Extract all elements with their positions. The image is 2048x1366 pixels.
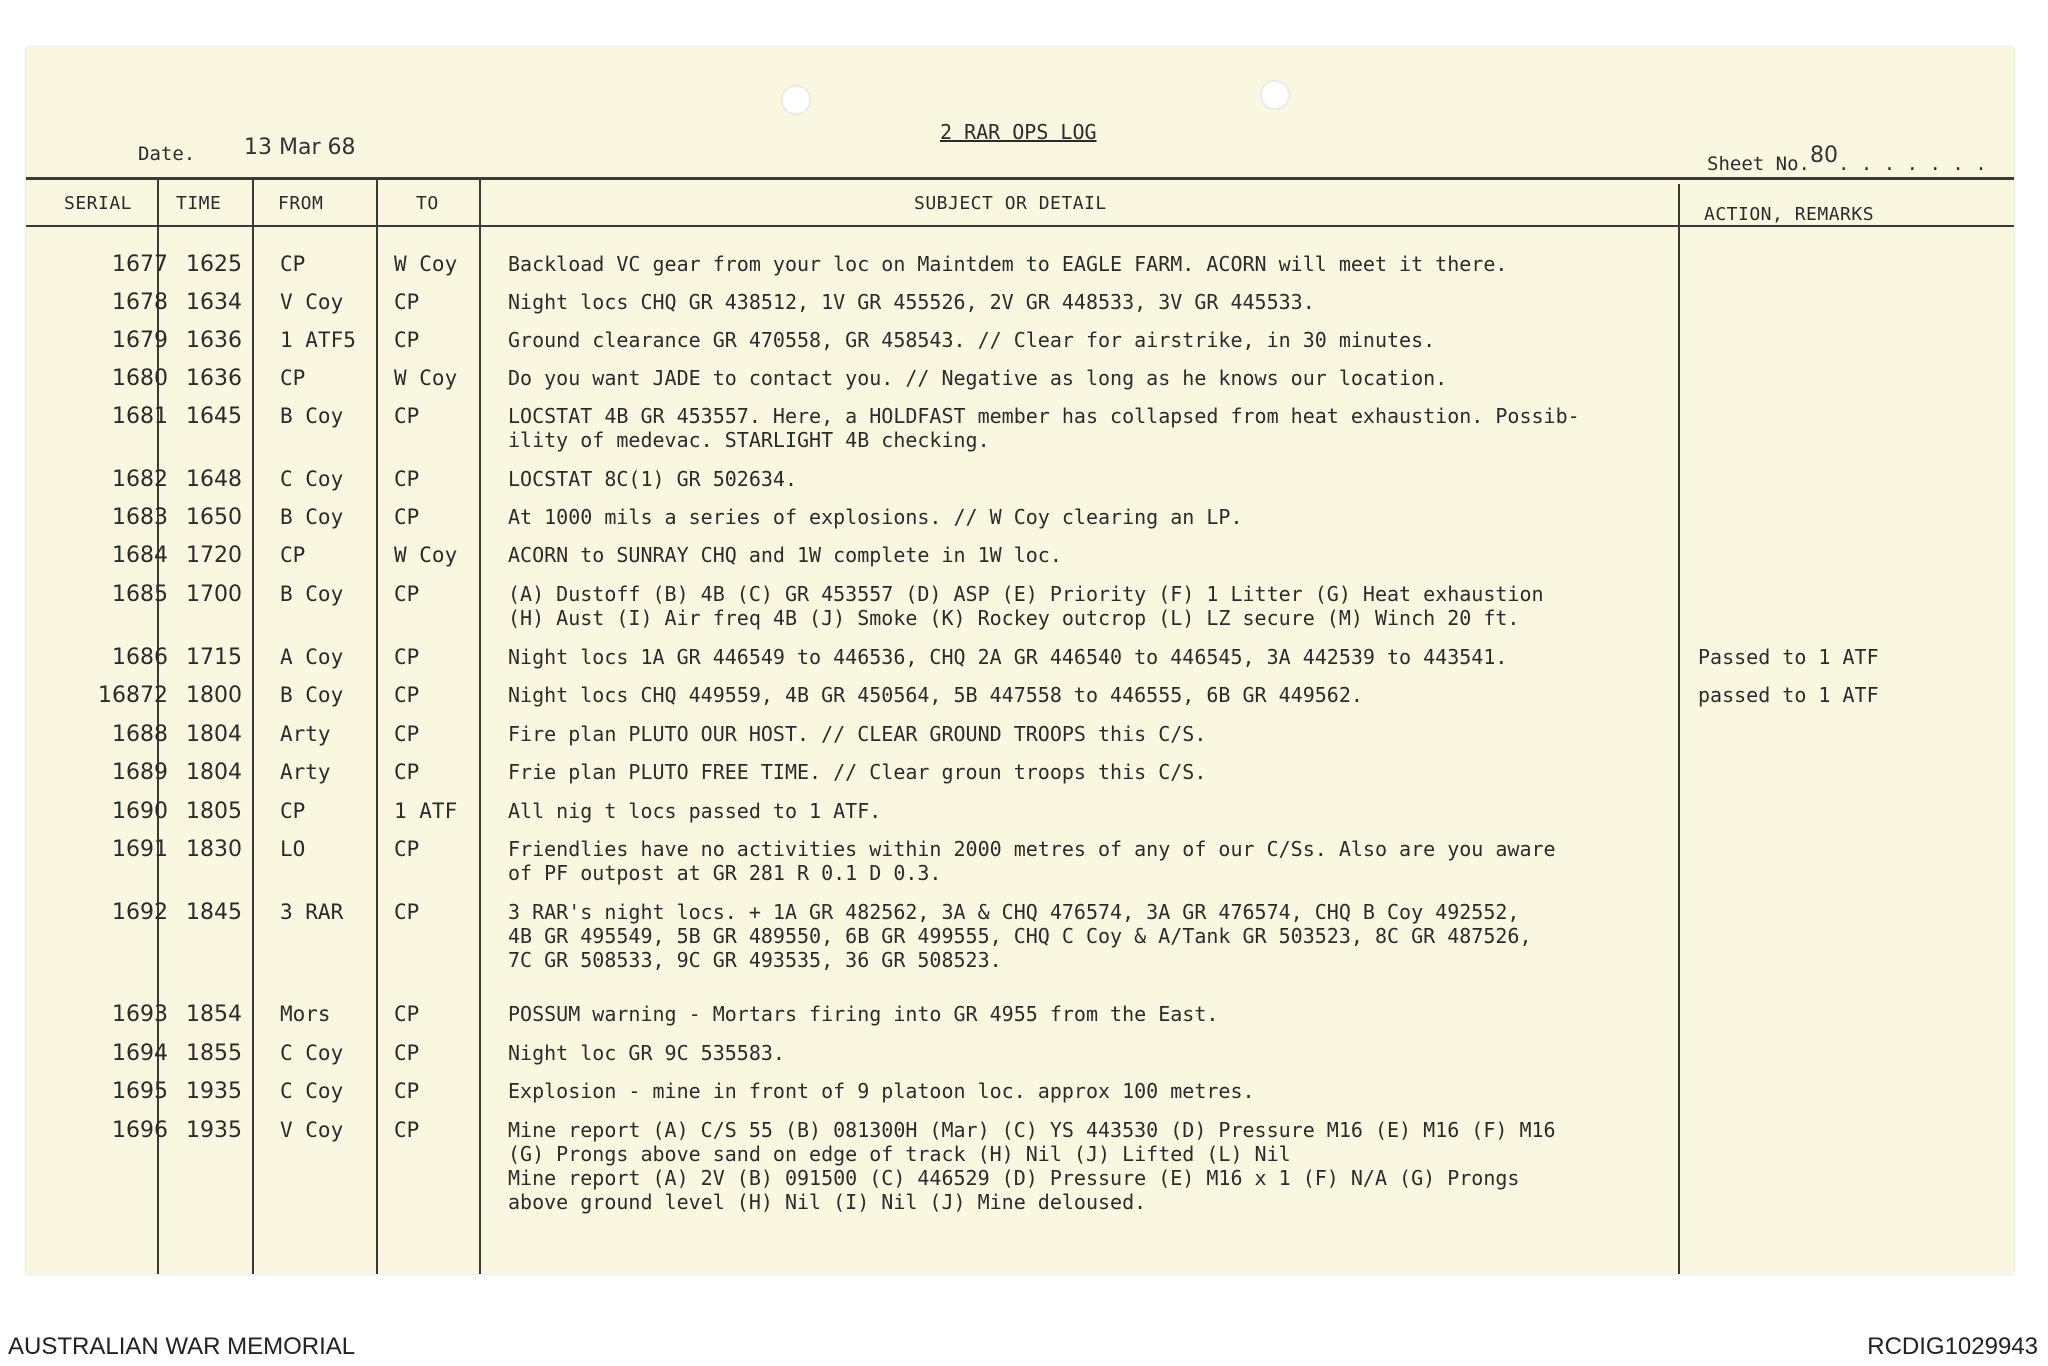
date-value: 13 Mar 68 bbox=[244, 135, 356, 160]
page-title: 2 RAR OPS LOG bbox=[940, 120, 1097, 144]
sheet-number: 80 bbox=[1809, 143, 1838, 168]
row-detail: Fire plan PLUTO OUR HOST. // CLEAR GROUND TROOPS this C/S. bbox=[508, 722, 1207, 746]
row-serial: 1681 bbox=[112, 404, 168, 429]
row-time: 1855 bbox=[186, 1041, 242, 1066]
row-to: CP bbox=[394, 505, 420, 529]
row-detail: Night locs CHQ 449559, 4B GR 450564, 5B 447558 to 446555, 6B GR 449562. bbox=[508, 683, 1363, 707]
row-detail: At 1000 mils a series of explosions. // W Coy clearing an LP. bbox=[508, 505, 1243, 529]
footer-left-caption: AUSTRALIAN WAR MEMORIAL bbox=[8, 1333, 356, 1360]
row-serial: 1689 bbox=[112, 760, 168, 785]
row-to: W Coy bbox=[394, 543, 458, 567]
row-to: CP bbox=[394, 837, 420, 861]
row-time: 1845 bbox=[186, 900, 242, 925]
row-from: 3 RAR bbox=[280, 900, 344, 924]
row-time: 1648 bbox=[186, 467, 242, 492]
row-from: CP bbox=[280, 543, 306, 567]
row-detail: POSSUM warning - Mortars firing into GR 4955 from the East. bbox=[508, 1002, 1219, 1026]
row-detail: Explosion - mine in front of 9 platoon loc. approx 100 metres. bbox=[508, 1079, 1255, 1103]
ops-log-sheet bbox=[26, 47, 2014, 1274]
row-serial: 1685 bbox=[112, 582, 168, 607]
sheet-label bbox=[1707, 143, 1987, 176]
row-time: 1804 bbox=[186, 722, 242, 747]
row-from: V Coy bbox=[280, 1118, 344, 1142]
row-from: V Coy bbox=[280, 290, 344, 314]
row-time: 1804 bbox=[186, 760, 242, 785]
row-serial: 1677 bbox=[112, 252, 168, 277]
row-time: 1636 bbox=[186, 328, 242, 353]
row-detail: LOCSTAT 4B GR 453557. Here, a HOLDFAST member has collapsed from heat exhaustion. Possib- ility of medevac. STARLIGHT 4B checking. bbox=[508, 404, 1580, 452]
row-serial: 1695 bbox=[112, 1079, 168, 1104]
row-from: Arty bbox=[280, 722, 331, 746]
row-detail: Backload VC gear from your loc on Maintdem to EAGLE FARM. ACORN will meet it there. bbox=[508, 252, 1508, 276]
row-from: C Coy bbox=[280, 467, 344, 491]
date-label: Date. bbox=[138, 143, 196, 165]
punch-hole-right bbox=[1260, 80, 1290, 110]
row-from: CP bbox=[280, 252, 306, 276]
row-to: CP bbox=[394, 1079, 420, 1103]
row-serial: 1691 bbox=[112, 837, 168, 862]
row-to: CP bbox=[394, 1118, 420, 1142]
row-serial: 1683 bbox=[112, 505, 168, 530]
row-detail: Ground clearance GR 470558, GR 458543. // Clear for airstrike, in 30 minutes. bbox=[508, 328, 1436, 352]
col-divider-4 bbox=[479, 178, 481, 1274]
row-serial: 1692 bbox=[112, 900, 168, 925]
row-detail: Mine report (A) C/S 55 (B) 081300H (Mar) (C) YS 443530 (D) Pressure M16 (E) M16 (F) M16 (G) Prongs above sand on edge of track (H) Nil (J) Lifted (L) Nil Mine report (A) 2V (B) 091500 (C) 446529 (D) Pressure (E) M16 x 1 (F) N/A (G) Prongs above ground level (H) Nil (I) Nil (J) Mine deloused. bbox=[508, 1118, 1556, 1214]
row-serial: 1678 bbox=[112, 290, 168, 315]
row-to: CP bbox=[394, 404, 420, 428]
row-serial: 1693 bbox=[112, 1002, 168, 1027]
col-header-serial: SERIAL bbox=[64, 193, 133, 214]
col-header-subject: SUBJECT OR DETAIL bbox=[914, 193, 1107, 214]
row-time: 1650 bbox=[186, 505, 242, 530]
row-from: B Coy bbox=[280, 582, 344, 606]
sheet-label-text: Sheet No. bbox=[1707, 153, 1810, 175]
row-from: B Coy bbox=[280, 404, 344, 428]
row-serial: 1679 bbox=[112, 328, 168, 353]
row-to: CP bbox=[394, 290, 420, 314]
row-serial: 1680 bbox=[112, 366, 168, 391]
row-from: LO bbox=[280, 837, 306, 861]
row-detail: Do you want JADE to contact you. // Negative as long as he knows our location. bbox=[508, 366, 1448, 390]
row-action: Passed to 1 ATF bbox=[1698, 645, 1879, 669]
row-time: 1830 bbox=[186, 837, 242, 862]
footer-right-caption: RCDIG1029943 bbox=[1867, 1333, 2038, 1360]
row-time: 1715 bbox=[186, 645, 242, 670]
row-from: C Coy bbox=[280, 1079, 344, 1103]
row-time: 1634 bbox=[186, 290, 242, 315]
row-serial: 1688 bbox=[112, 722, 168, 747]
row-time: 1625 bbox=[186, 252, 242, 277]
col-divider-3 bbox=[376, 178, 378, 1274]
row-to: CP bbox=[394, 645, 420, 669]
row-detail: Night loc GR 9C 535583. bbox=[508, 1041, 785, 1065]
row-serial: 1686 bbox=[112, 645, 168, 670]
row-from: B Coy bbox=[280, 683, 344, 707]
row-from: B Coy bbox=[280, 505, 344, 529]
row-to: CP bbox=[394, 328, 420, 352]
row-to: 1 ATF bbox=[394, 799, 458, 823]
punch-hole-left bbox=[781, 85, 811, 115]
row-detail: Night locs CHQ GR 438512, 1V GR 455526, 2V GR 448533, 3V GR 445533. bbox=[508, 290, 1315, 314]
header-bottom-rule bbox=[26, 225, 2014, 227]
row-to: CP bbox=[394, 760, 420, 784]
row-from: Mors bbox=[280, 1002, 331, 1026]
row-to: W Coy bbox=[394, 252, 458, 276]
row-to: CP bbox=[394, 683, 420, 707]
row-from: CP bbox=[280, 366, 306, 390]
row-detail: Friendlies have no activities within 2000 metres of any of our C/Ss. Also are you aware of PF outpost at GR 281 R 0.1 D 0.3. bbox=[508, 837, 1556, 885]
row-to: CP bbox=[394, 1041, 420, 1065]
row-detail: LOCSTAT 8C(1) GR 502634. bbox=[508, 467, 797, 491]
row-from: CP bbox=[280, 799, 306, 823]
row-serial: 1684 bbox=[112, 543, 168, 568]
row-time: 1700 bbox=[186, 582, 242, 607]
col-header-action: ACTION, REMARKS bbox=[1704, 204, 1875, 225]
row-to: CP bbox=[394, 722, 420, 746]
row-detail: All nig t locs passed to 1 ATF. bbox=[508, 799, 882, 823]
col-header-from: FROM bbox=[278, 193, 324, 214]
row-time: 1935 bbox=[186, 1118, 242, 1143]
row-detail: Frie plan PLUTO FREE TIME. // Clear groun troops this C/S. bbox=[508, 760, 1207, 784]
row-time: 1645 bbox=[186, 404, 242, 429]
row-detail: (A) Dustoff (B) 4B (C) GR 453557 (D) ASP (E) Priority (F) 1 Litter (G) Heat exhaustion (H) Aust (I) Air freq 4B (J) Smoke (K) Rockey outcrop (L) LZ secure (M) Winch 20 ft. bbox=[508, 582, 1544, 630]
header-top-rule bbox=[26, 177, 2014, 180]
row-from: 1 ATF5 bbox=[280, 328, 356, 352]
row-serial: 1690 bbox=[112, 799, 168, 824]
row-detail: Night locs 1A GR 446549 to 446536, CHQ 2A GR 446540 to 446545, 3A 442539 to 443541. bbox=[508, 645, 1508, 669]
row-time: 1720 bbox=[186, 543, 242, 568]
row-serial: 1696 bbox=[112, 1118, 168, 1143]
row-to: CP bbox=[394, 1002, 420, 1026]
sheet-dots: . . . . . . . bbox=[1837, 153, 1987, 175]
row-to: CP bbox=[394, 467, 420, 491]
row-to: W Coy bbox=[394, 366, 458, 390]
row-time: 1854 bbox=[186, 1002, 242, 1027]
row-time: 1636 bbox=[186, 366, 242, 391]
col-header-to: TO bbox=[416, 193, 439, 214]
row-time: 1800 bbox=[186, 683, 242, 708]
row-from: A Coy bbox=[280, 645, 344, 669]
row-from: Arty bbox=[280, 760, 331, 784]
row-to: CP bbox=[394, 582, 420, 606]
row-serial: 1682 bbox=[112, 467, 168, 492]
row-to: CP bbox=[394, 900, 420, 924]
row-serial: 16872 bbox=[98, 683, 168, 708]
row-time: 1805 bbox=[186, 799, 242, 824]
row-from: C Coy bbox=[280, 1041, 344, 1065]
col-header-time: TIME bbox=[176, 193, 222, 214]
row-time: 1935 bbox=[186, 1079, 242, 1104]
row-detail: ACORN to SUNRAY CHQ and 1W complete in 1W loc. bbox=[508, 543, 1062, 567]
row-serial: 1694 bbox=[112, 1041, 168, 1066]
row-detail: 3 RAR's night locs. + 1A GR 482562, 3A & CHQ 476574, 3A GR 476574, CHQ B Coy 492552, 4B GR 495549, 5B GR 489550, 6B GR 499555, CHQ C Coy & A/Tank GR 503523, 8C GR 487526, 7C GR 508533, 9C GR 493535, 36 GR 508523. bbox=[508, 900, 1532, 972]
row-action: passed to 1 ATF bbox=[1698, 683, 1879, 707]
